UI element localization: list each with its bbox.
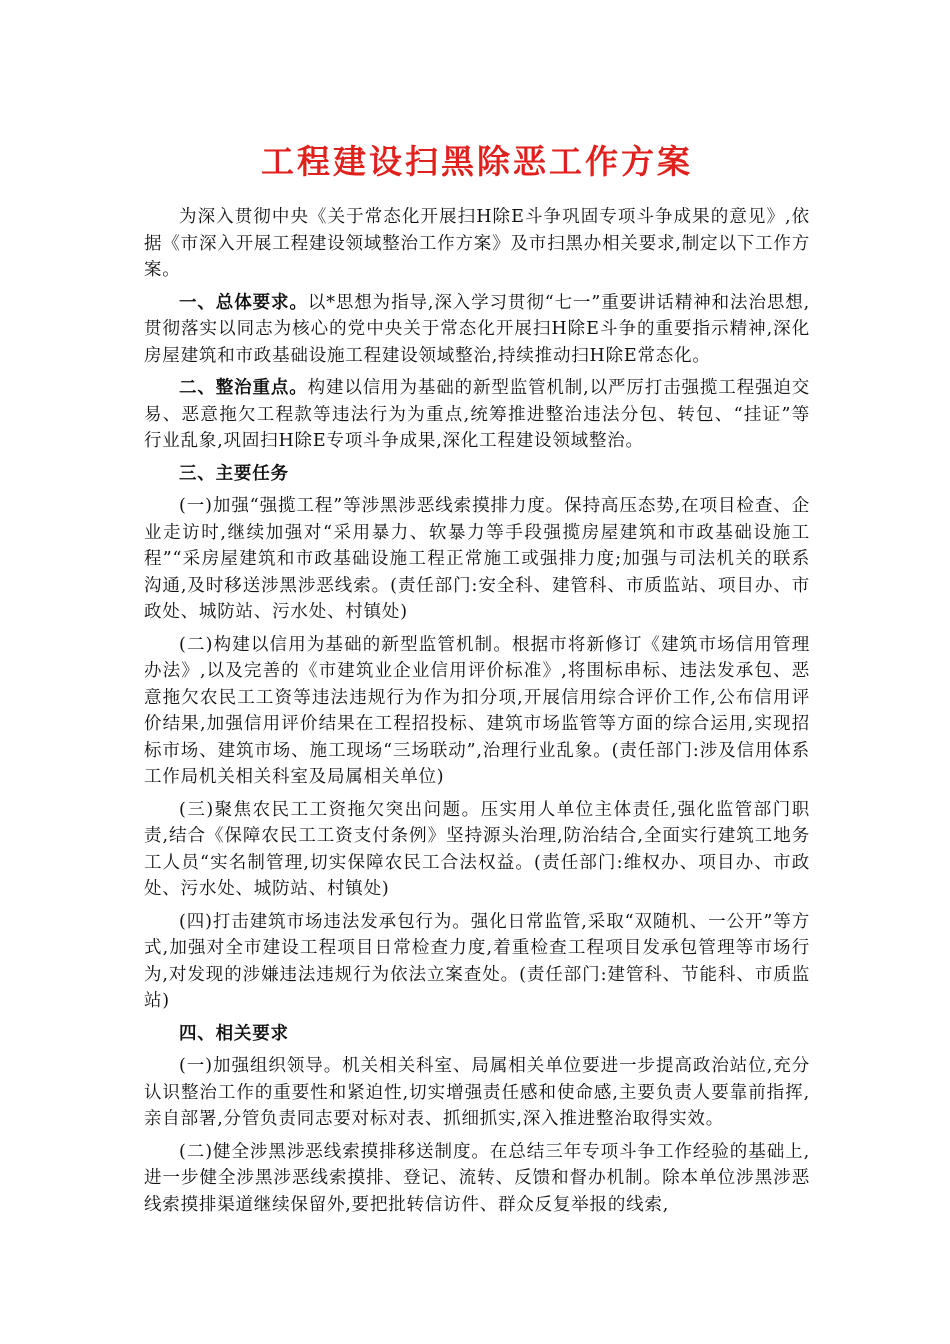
section-general-requirements [144,290,810,370]
section-key-points [144,375,810,455]
section-requirements-heading: 四、相关要求 [179,1023,289,1044]
requirement-paragraph-2: (二)健全涉黑涉恶线索摸排移送制度。在总结三年专项斗争工作经验的基础上,进一步健全涉黑涉恶线索摸排、登记、流转、反馈和督办机制。除本单位涉黑涉恶线索摸排渠道继续保留外,要把批转信访件、群众反复举报的线索, [144,1141,810,1215]
task-paragraph-2: (二)构建以信用为基础的新型监管机制。根据市将新修订《建筑市场信用管理办法》,以及完善的《市建筑业企业信用评价标准》,将围标串标、违法发承包、恶意拖欠农民工工资等违法违规行为作为扣分项,开展信用综合评价工作,公布信用评价结果,加强信用评价结果在工程招投标、建筑市场监管等方面的综合运用,实现招标市场、建筑市场、施工现场“三场联动”,治理行业乱象。(责任部门:涉及信用体系工作局机关相关科室及局属相关单位) [144,634,810,787]
task-paragraph-1: (一)加强“强揽工程”等涉黑涉恶线索摸排力度。保持高压态势,在项目检查、企业走访时,继续加强对“采用暴力、软暴力等手段强揽房屋建筑和市政基础设施工程”“采房屋建筑和市政基础设施工程正常施工或强排力度;加强与司法机关的联系沟通,及时移送涉黑涉恶线索。(责任部门:安全科、建管科、市质监站、项目办、市政处、城防站、污水处、村镇处) [144,496,810,622]
intro-paragraph: 为深入贯彻中央《关于常态化开展扫H除E斗争巩固专项斗争成果的意见》,依据《市深入开展工程建设领域整治工作方案》及市扫黑办相关要求,制定以下工作方案。 [144,207,810,280]
section-heading: 一、总体要求。 [179,292,308,313]
requirement-paragraph-1: (一)加强组织领导。机关相关科室、局属相关单位要进一步提高政治站位,充分认识整治工作的重要性和紧迫性,切实增强责任感和使命感,主要负责人要靠前指挥,亲自部署,分管负责同志要对标对表、抓细抓实,深入推进整治取得实效。 [144,1056,810,1129]
section-text: 构建以信用为基础的新型监管机制,以严厉打击强揽工程强迫交易、恶意拖欠工程款等违法行为为重点,统筹推进整治违法分包、转包、“挂证”等行业乱象,巩固扫H除E专项斗争成果,深化工程建设领域整治。 [144,378,810,451]
task-paragraph-3: (三)聚焦农民工工资拖欠突出问题。压实用人单位主体责任,强化监管部门职责,结合《保障农民工工资支付条例》坚持源头治理,防治结合,全面实行建筑工地务工人员“实名制管理,切实保障农民工合法权益。(责任部门:维权办、项目办、市政处、污水处、城防站、村镇处) [144,799,810,899]
task-paragraph-4: (四)打击建筑市场违法发承包行为。强化日常监管,采取“双随机、一公开”等方式,加强对全市建设工程项目日常检查力度,着重检查工程项目发承包管理等市场行为,对发现的涉嫌违法违规行为依法立案查处。(责任部门:建管科、节能科、市质监站) [144,911,810,1011]
section-text: 以*思想为指导,深入学习贯彻“七一”重要讲话精神和法治思想,贯彻落实以同志为核心的党中央关于常态化开展扫H除E斗争的重要指示精神,深化房屋建筑和市政基础设施工程建设领域整治,持续推动扫H除E常态化。 [144,292,810,366]
document-title: 工程建设扫黑除恶工作方案 [261,142,693,181]
section-heading: 二、整治重点。 [179,378,308,398]
section-main-tasks-heading: 三、主要任务 [179,463,289,484]
